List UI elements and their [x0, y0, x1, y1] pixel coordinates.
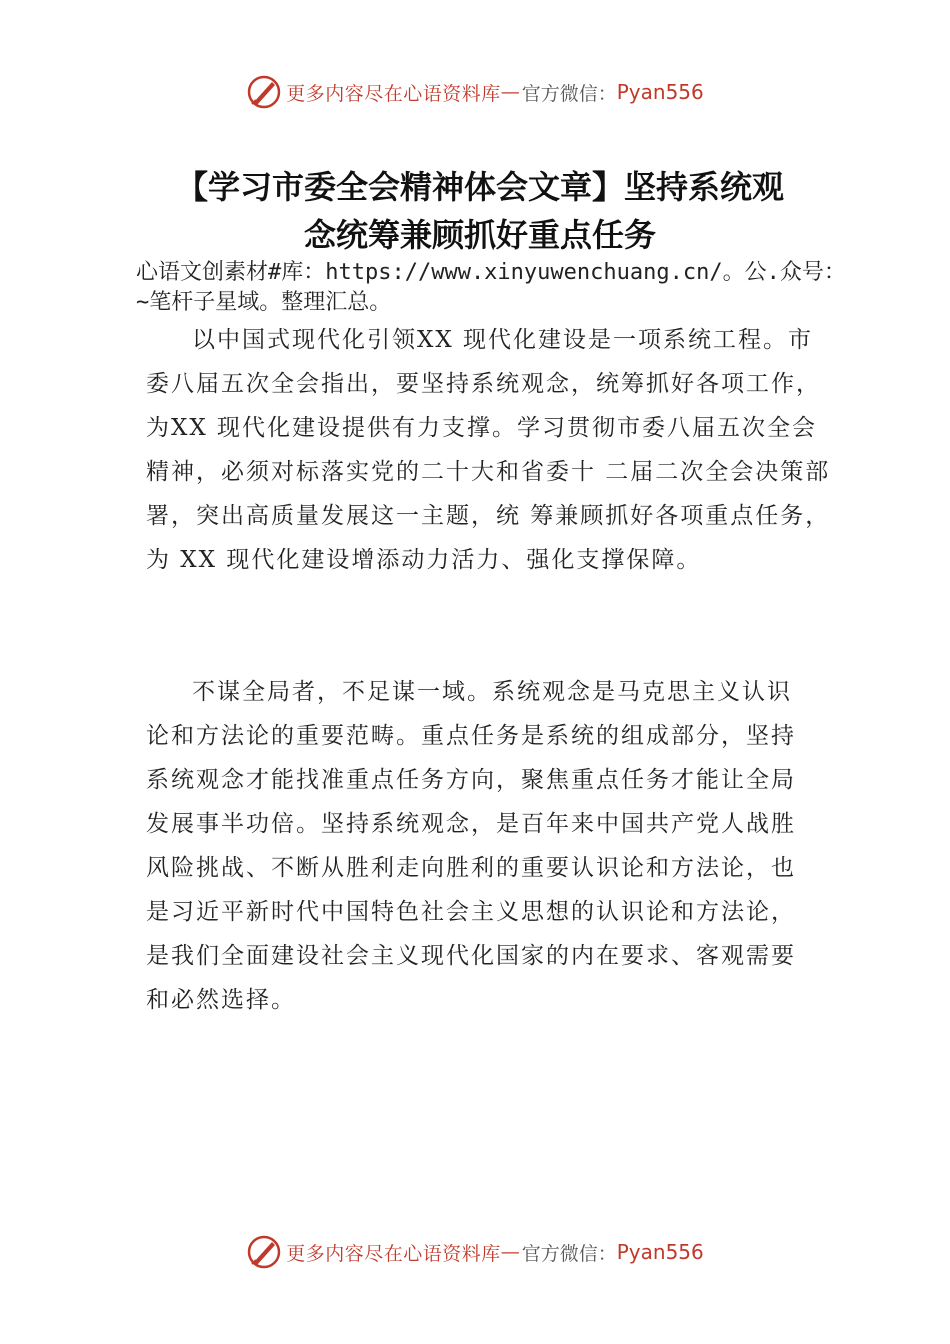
- banner-text: 更多内容尽在心语资料库: [286, 1242, 501, 1265]
- title-line-2: 念统筹兼顾抓好重点任务: [303, 216, 656, 254]
- banner-text: 更多内容尽在心语资料库: [286, 82, 501, 105]
- paragraph-1: 以中国式现代化引领XX 现代化建设是一项系统工程。市委八届五次全会指出，要坚持系统观念，统筹抓好各项工作，为XX 现代化建设提供有力支撑。学习贯彻市委八届五次全会精神，必须对标落实党的二十大和省委十 二届二次全会决策部署，突出高质量发展这一主题，统 筹兼顾抓好各项重点任务，为 XX 现代化建设增添动力活力、强化支撑保障。: [146, 327, 831, 573]
- footer-banner: [0, 1232, 950, 1272]
- title-line-1: 【学习市委全会精神体会文章】坚持系统观: [175, 168, 784, 206]
- pen-logo-icon: [246, 1234, 282, 1270]
- article-title: [100, 163, 860, 259]
- banner-wechat-id: Pyan556: [616, 1240, 704, 1264]
- banner-dash: —: [500, 81, 520, 103]
- paragraph-2: 不谋全局者，不足谋一域。系统观念是马克思主义认识论和方法论的重要范畴。重点任务是系统的组成部分，坚持系统观念才能找准重点任务方向，聚焦重点任务才能让全局发展事半功倍。坚持系统观念，是百年来中国共产党人战胜风险挑战、不断从胜利走向胜利的重要认识论和方法论，也是习近平新时代中国特色社会主义思想的认识论和方法论，是我们全面建设社会主义现代化国家的内在要求、客观需要和必然选择。: [146, 679, 796, 1013]
- source-note: 心语文创素材#库：https://www.xinyuwenchuang.cn/。公.众号：~笔杆子星域。整理汇总。: [136, 260, 846, 315]
- header-banner: [0, 72, 950, 112]
- pen-logo-icon: [246, 74, 282, 110]
- banner-dash: —: [500, 1241, 520, 1263]
- banner-wechat-id: Pyan556: [616, 80, 704, 104]
- banner-wechat-label: 官方微信：: [521, 1242, 617, 1265]
- banner-wechat-label: 官方微信：: [521, 82, 617, 105]
